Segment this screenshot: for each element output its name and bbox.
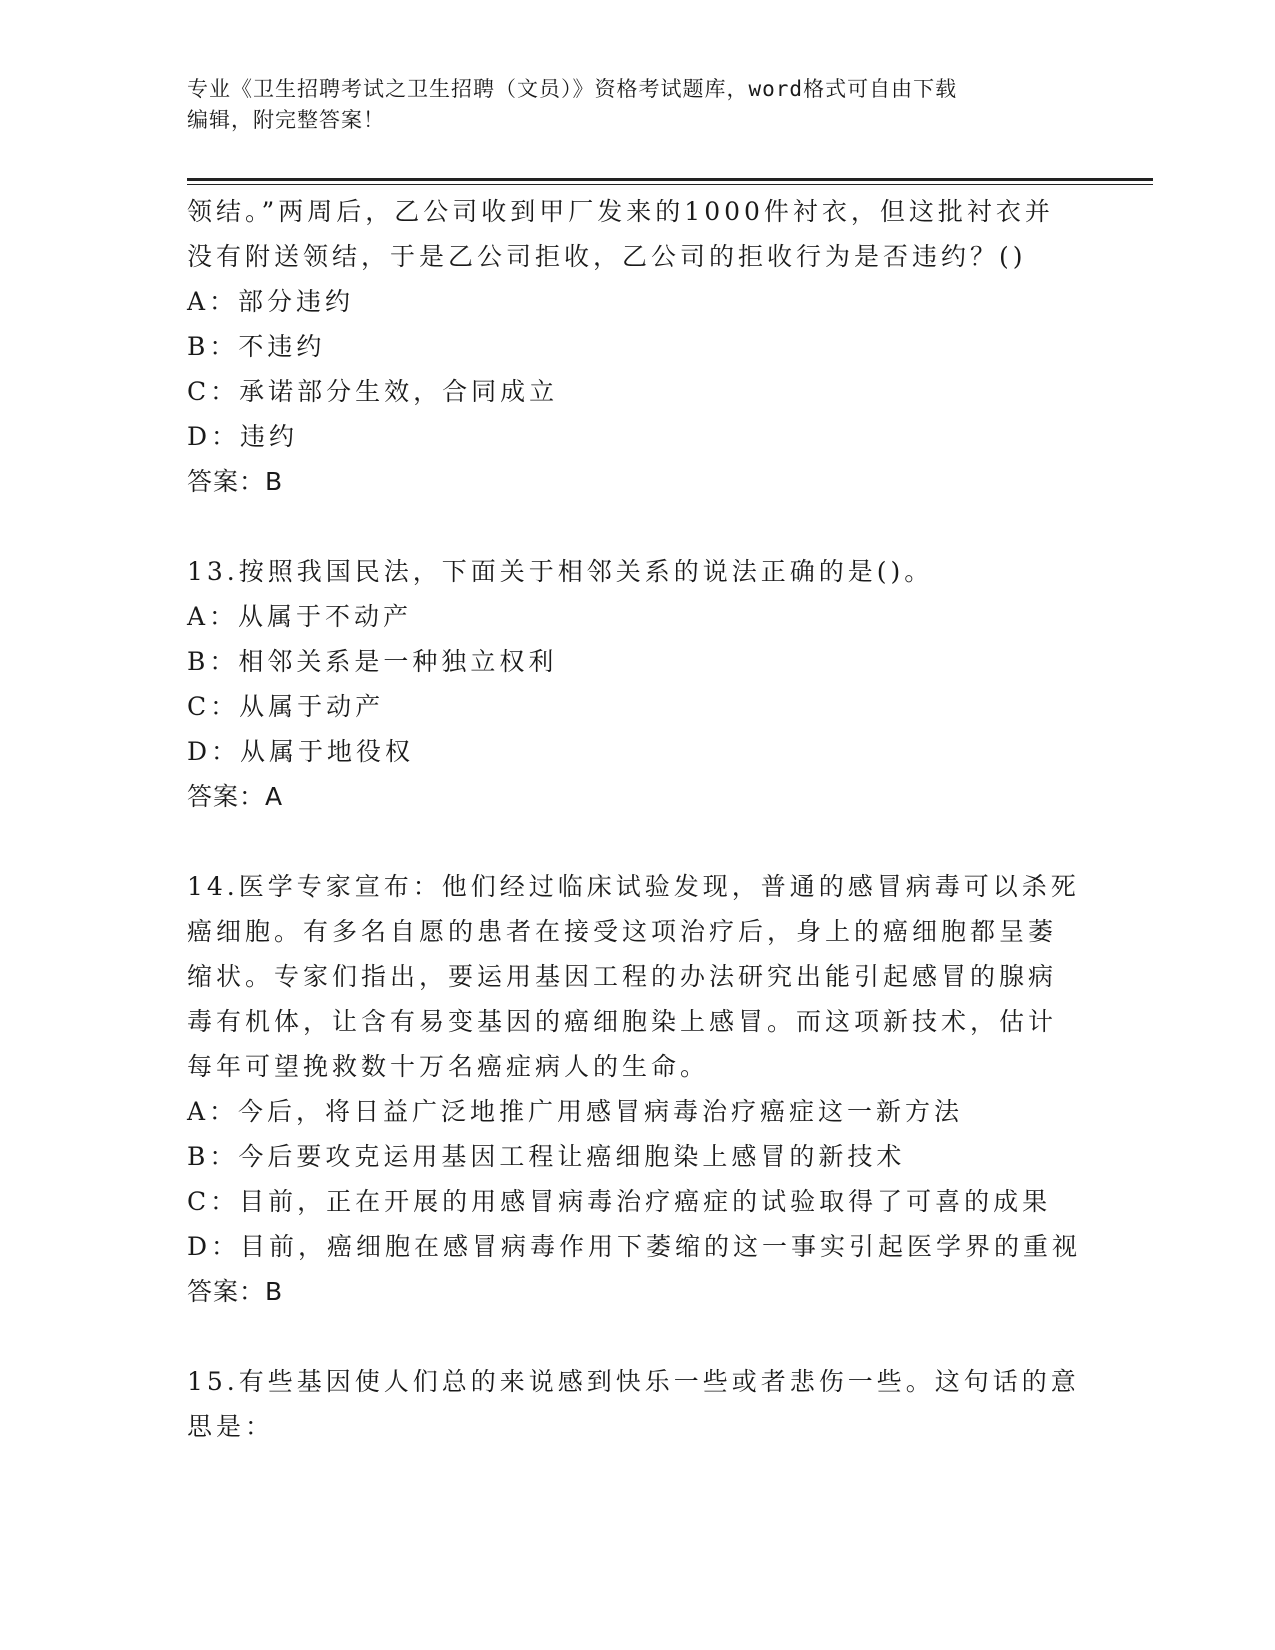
question-13-option-d: D：从属于地役权 (187, 737, 415, 766)
question-12-option-d: D：违约 (187, 422, 299, 451)
question-14-stem-line-4: 毒有机体，让含有易变基因的癌细胞染上感冒。而这项新技术，估计 (187, 1007, 1058, 1036)
question-12-stem-line-2: 没有附送领结，于是乙公司拒收，乙公司的拒收行为是否违约？() (187, 242, 1027, 271)
question-14-stem-line-1: 14.医学专家宣布：他们经过临床试验发现，普通的感冒病毒可以杀死 (187, 872, 1080, 901)
question-14 (187, 864, 1082, 1314)
question-list (187, 189, 1082, 1449)
question-14-option-a: A：今后，将日益广泛地推广用感冒病毒治疗癌症这一新方法 (187, 1097, 964, 1126)
question-12-option-c: C：承诺部分生效，合同成立 (187, 377, 559, 406)
question-12 (187, 189, 1067, 504)
question-14-stem-line-3: 缩状。专家们指出，要运用基因工程的办法研究出能引起感冒的腺病 (187, 962, 1058, 991)
question-14-stem-line-5: 每年可望挽救数十万名癌症病人的生命。 (187, 1052, 710, 1081)
question-12-option-b: B：不违约 (187, 332, 326, 361)
question-15-stem-line-2: 思是： (187, 1412, 275, 1441)
question-14-option-d: D：目前，癌细胞在感冒病毒作用下萎缩的这一事实引起医学界的重视 (187, 1232, 1082, 1261)
question-12-answer: 答案：B (187, 467, 284, 496)
question-spacer (187, 819, 1067, 864)
question-13-option-c: C：从属于动产 (187, 692, 385, 721)
header-line-2: 编辑，附完整答案！ (187, 108, 385, 132)
question-13 (187, 549, 1067, 819)
question-14-option-b: B：今后要攻克运用基因工程让癌细胞染上感冒的新技术 (187, 1142, 906, 1171)
header-divider-thick (187, 178, 1153, 181)
question-13-option-b: B：相邻关系是一种独立权利 (187, 647, 558, 676)
document-header (187, 74, 1067, 136)
question-13-answer: 答案：A (187, 782, 284, 811)
question-14-stem-line-2: 癌细胞。有多名自愿的患者在接受这项治疗后，身上的癌细胞都呈萎 (187, 917, 1058, 946)
question-spacer (187, 504, 1067, 549)
question-12-option-a: A：部分违约 (187, 287, 355, 316)
question-spacer (187, 1314, 1067, 1359)
question-15 (187, 1359, 1080, 1449)
header-line-1: 专业《卫生招聘考试之卫生招聘（文员）》资格考试题库，word格式可自由下载 (187, 77, 958, 101)
question-13-stem-line-1: 13.按照我国民法，下面关于相邻关系的说法正确的是()。 (187, 557, 934, 586)
question-14-answer: 答案：B (187, 1277, 284, 1306)
question-15-stem-line-1: 15.有些基因使人们总的来说感到快乐一些或者悲伤一些。这句话的意 (187, 1367, 1080, 1396)
header-divider-thin (187, 184, 1153, 185)
question-12-stem-line-1: 领结。”两周后，乙公司收到甲厂发来的1000件衬衣，但这批衬衣并 (187, 197, 1054, 226)
question-13-option-a: A：从属于不动产 (187, 602, 413, 631)
question-14-option-c: C：目前，正在开展的用感冒病毒治疗癌症的试验取得了可喜的成果 (187, 1187, 1052, 1216)
